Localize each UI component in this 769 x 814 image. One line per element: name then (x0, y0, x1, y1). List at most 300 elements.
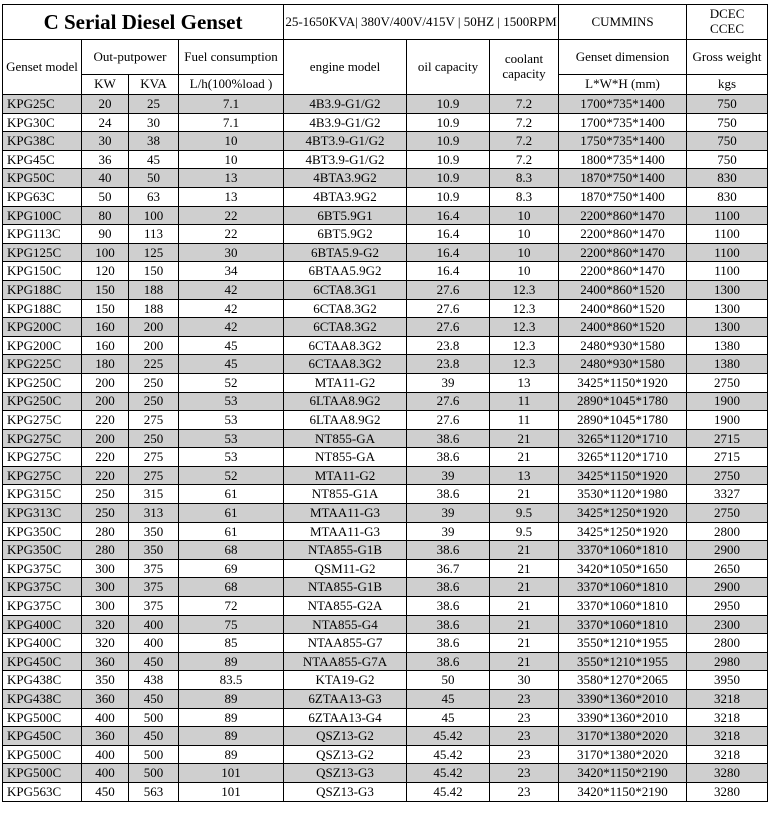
cell-genset-model: KPG500C (3, 764, 82, 783)
cell-fuel-consumption: 85 (179, 634, 284, 653)
cell-genset-dimension: 1700*735*1400 (559, 113, 687, 132)
cell-output-kw: 450 (82, 782, 129, 801)
cell-output-kw: 36 (82, 150, 129, 169)
cell-output-kw: 24 (82, 113, 129, 132)
cell-engine-model: 6ZTAA13-G3 (284, 690, 407, 709)
cell-output-kva: 438 (129, 671, 179, 690)
cell-engine-model: NTA855-G4 (284, 615, 407, 634)
cell-output-kva: 45 (129, 150, 179, 169)
cell-output-kw: 50 (82, 187, 129, 206)
cell-oil-capacity: 10.9 (407, 95, 490, 114)
cell-gross-weight: 2715 (687, 429, 768, 448)
cell-oil-capacity: 39 (407, 466, 490, 485)
cell-output-kw: 160 (82, 318, 129, 337)
cell-oil-capacity: 36.7 (407, 559, 490, 578)
cell-oil-capacity: 45 (407, 708, 490, 727)
cell-output-kva: 375 (129, 597, 179, 616)
cell-engine-model: QSM11-G2 (284, 559, 407, 578)
cell-coolant-capacity: 11 (490, 411, 559, 430)
cell-genset-model: KPG450C (3, 727, 82, 746)
cell-fuel-consumption: 45 (179, 336, 284, 355)
cell-output-kw: 80 (82, 206, 129, 225)
cell-output-kw: 350 (82, 671, 129, 690)
cell-coolant-capacity: 10 (490, 262, 559, 281)
cell-fuel-consumption: 13 (179, 169, 284, 188)
cell-genset-model: KPG315C (3, 485, 82, 504)
table-row (3, 504, 768, 523)
cell-oil-capacity: 27.6 (407, 392, 490, 411)
table-row (3, 522, 768, 541)
cell-fuel-consumption: 42 (179, 280, 284, 299)
table-row (3, 355, 768, 374)
cell-coolant-capacity: 9.5 (490, 504, 559, 523)
cell-engine-model: NTA855-G1B (284, 541, 407, 560)
cell-oil-capacity: 38.6 (407, 541, 490, 560)
table-row (3, 782, 768, 801)
cell-gross-weight: 750 (687, 132, 768, 151)
cell-genset-dimension: 3530*1120*1980 (559, 485, 687, 504)
cell-fuel-consumption: 61 (179, 504, 284, 523)
cell-gross-weight: 3218 (687, 690, 768, 709)
cell-fuel-consumption: 69 (179, 559, 284, 578)
cell-fuel-consumption: 22 (179, 206, 284, 225)
cell-engine-model: QSZ13-G2 (284, 745, 407, 764)
header-kva: KVA (129, 75, 179, 95)
cell-output-kw: 180 (82, 355, 129, 374)
cell-genset-dimension: 3580*1270*2065 (559, 671, 687, 690)
cell-output-kw: 320 (82, 634, 129, 653)
cell-genset-model: KPG188C (3, 280, 82, 299)
cell-fuel-consumption: 52 (179, 466, 284, 485)
cell-fuel-consumption: 68 (179, 541, 284, 560)
cell-gross-weight: 2750 (687, 504, 768, 523)
header-engine-model: engine model (284, 40, 407, 95)
cell-fuel-consumption: 34 (179, 262, 284, 281)
brand-codes (687, 5, 768, 40)
cell-genset-model: KPG275C (3, 466, 82, 485)
cell-oil-capacity: 10.9 (407, 113, 490, 132)
cell-genset-model: KPG500C (3, 745, 82, 764)
cell-gross-weight: 1100 (687, 243, 768, 262)
cell-oil-capacity: 38.6 (407, 448, 490, 467)
cell-gross-weight: 3218 (687, 708, 768, 727)
cell-genset-dimension: 3370*1060*1810 (559, 541, 687, 560)
cell-oil-capacity: 38.6 (407, 597, 490, 616)
cell-fuel-consumption: 7.1 (179, 113, 284, 132)
cell-fuel-consumption: 45 (179, 355, 284, 374)
cell-coolant-capacity: 13 (490, 466, 559, 485)
cell-oil-capacity: 27.6 (407, 318, 490, 337)
cell-output-kva: 250 (129, 373, 179, 392)
cell-fuel-consumption: 61 (179, 485, 284, 504)
cell-gross-weight: 3218 (687, 745, 768, 764)
cell-genset-dimension: 2480*930*1580 (559, 355, 687, 374)
cell-engine-model: 4BTA3.9G2 (284, 169, 407, 188)
cell-output-kva: 500 (129, 745, 179, 764)
cell-output-kw: 250 (82, 485, 129, 504)
table-row (3, 745, 768, 764)
cell-gross-weight: 2715 (687, 448, 768, 467)
cell-engine-model: NTAA855-G7 (284, 634, 407, 653)
table-row (3, 708, 768, 727)
table-row (3, 113, 768, 132)
cell-fuel-consumption: 42 (179, 318, 284, 337)
cell-oil-capacity: 38.6 (407, 429, 490, 448)
cell-oil-capacity: 38.6 (407, 485, 490, 504)
cell-oil-capacity: 45.42 (407, 727, 490, 746)
cell-coolant-capacity: 21 (490, 559, 559, 578)
cell-genset-dimension: 3425*1150*1920 (559, 373, 687, 392)
cell-genset-dimension: 2200*860*1470 (559, 225, 687, 244)
cell-engine-model: 6CTA8.3G2 (284, 318, 407, 337)
cell-oil-capacity: 45.42 (407, 745, 490, 764)
cell-engine-model: NTAA855-G7A (284, 652, 407, 671)
cell-gross-weight: 2900 (687, 541, 768, 560)
cell-fuel-consumption: 72 (179, 597, 284, 616)
cell-output-kw: 280 (82, 541, 129, 560)
cell-output-kva: 400 (129, 615, 179, 634)
cell-fuel-consumption: 53 (179, 429, 284, 448)
cell-genset-model: KPG563C (3, 782, 82, 801)
cell-coolant-capacity: 12.3 (490, 299, 559, 318)
cell-fuel-consumption: 68 (179, 578, 284, 597)
cell-genset-dimension: 3390*1360*2010 (559, 690, 687, 709)
cell-output-kw: 400 (82, 764, 129, 783)
cell-oil-capacity: 45.42 (407, 782, 490, 801)
cell-coolant-capacity: 9.5 (490, 522, 559, 541)
cell-output-kva: 563 (129, 782, 179, 801)
cell-gross-weight: 1100 (687, 225, 768, 244)
cell-output-kva: 450 (129, 727, 179, 746)
cell-engine-model: 6BT5.9G1 (284, 206, 407, 225)
cell-genset-dimension: 3370*1060*1810 (559, 597, 687, 616)
cell-genset-dimension: 2890*1045*1780 (559, 411, 687, 430)
cell-genset-model: KPG45C (3, 150, 82, 169)
cell-gross-weight: 2800 (687, 634, 768, 653)
cell-coolant-capacity: 12.3 (490, 318, 559, 337)
cell-output-kva: 315 (129, 485, 179, 504)
table-row (3, 318, 768, 337)
cell-oil-capacity: 27.6 (407, 411, 490, 430)
cell-genset-dimension: 3170*1380*2020 (559, 745, 687, 764)
header-gross-weight: Gross weight (687, 40, 768, 75)
cell-engine-model: 6CTAA8.3G2 (284, 336, 407, 355)
cell-coolant-capacity: 21 (490, 578, 559, 597)
cell-coolant-capacity: 21 (490, 429, 559, 448)
table-row (3, 373, 768, 392)
cell-coolant-capacity: 21 (490, 448, 559, 467)
cell-engine-model: NT855-G1A (284, 485, 407, 504)
cell-output-kva: 450 (129, 690, 179, 709)
cell-gross-weight: 1380 (687, 355, 768, 374)
table-row (3, 485, 768, 504)
cell-gross-weight: 2950 (687, 597, 768, 616)
cell-engine-model: NT855-GA (284, 448, 407, 467)
cell-output-kva: 350 (129, 541, 179, 560)
cell-genset-dimension: 3265*1120*1710 (559, 448, 687, 467)
cell-oil-capacity: 38.6 (407, 578, 490, 597)
cell-genset-dimension: 3265*1120*1710 (559, 429, 687, 448)
sheet-title: C Serial Diesel Genset (3, 5, 284, 40)
cell-coolant-capacity: 10 (490, 225, 559, 244)
cell-genset-dimension: 3425*1250*1920 (559, 504, 687, 523)
cell-genset-model: KPG100C (3, 206, 82, 225)
cell-oil-capacity: 39 (407, 522, 490, 541)
header-output-power: Out-putpower (82, 40, 179, 75)
cell-fuel-consumption: 101 (179, 782, 284, 801)
cell-engine-model: MTA11-G2 (284, 373, 407, 392)
cell-gross-weight: 3327 (687, 485, 768, 504)
cell-genset-model: KPG50C (3, 169, 82, 188)
cell-output-kw: 220 (82, 466, 129, 485)
cell-output-kw: 200 (82, 429, 129, 448)
table-body (3, 95, 768, 802)
title-row (3, 5, 768, 40)
cell-genset-dimension: 3390*1360*2010 (559, 708, 687, 727)
cell-output-kva: 275 (129, 466, 179, 485)
cell-output-kva: 200 (129, 318, 179, 337)
cell-fuel-consumption: 52 (179, 373, 284, 392)
cell-gross-weight: 2750 (687, 373, 768, 392)
table-row (3, 411, 768, 430)
table-row (3, 299, 768, 318)
cell-engine-model: 6CTAA8.3G2 (284, 355, 407, 374)
cell-engine-model: QSZ13-G2 (284, 727, 407, 746)
cell-genset-model: KPG30C (3, 113, 82, 132)
cell-coolant-capacity: 21 (490, 485, 559, 504)
cell-output-kw: 400 (82, 708, 129, 727)
table-row (3, 764, 768, 783)
cell-gross-weight: 750 (687, 150, 768, 169)
cell-genset-model: KPG375C (3, 597, 82, 616)
cell-engine-model: NTA855-G1B (284, 578, 407, 597)
cell-gross-weight: 1380 (687, 336, 768, 355)
table-row (3, 652, 768, 671)
cell-genset-model: KPG500C (3, 708, 82, 727)
cell-genset-dimension: 2400*860*1520 (559, 318, 687, 337)
cell-engine-model: MTAA11-G3 (284, 504, 407, 523)
cell-output-kva: 188 (129, 299, 179, 318)
cell-oil-capacity: 38.6 (407, 634, 490, 653)
cell-genset-model: KPG63C (3, 187, 82, 206)
table-row (3, 448, 768, 467)
cell-output-kw: 300 (82, 597, 129, 616)
cell-genset-dimension: 3370*1060*1810 (559, 578, 687, 597)
cell-genset-model: KPG375C (3, 578, 82, 597)
table-row (3, 727, 768, 746)
cell-genset-model: KPG275C (3, 448, 82, 467)
cell-genset-dimension: 1870*750*1400 (559, 187, 687, 206)
cell-engine-model: NT855-GA (284, 429, 407, 448)
cell-fuel-consumption: 101 (179, 764, 284, 783)
cell-output-kw: 150 (82, 280, 129, 299)
table-row (3, 615, 768, 634)
cell-coolant-capacity: 11 (490, 392, 559, 411)
cell-oil-capacity: 27.6 (407, 280, 490, 299)
table-row (3, 690, 768, 709)
cell-genset-dimension: 2890*1045*1780 (559, 392, 687, 411)
cell-output-kw: 220 (82, 448, 129, 467)
cell-engine-model: 6BTA5.9-G2 (284, 243, 407, 262)
genset-spec-table (2, 4, 768, 802)
table-row (3, 169, 768, 188)
cell-output-kva: 100 (129, 206, 179, 225)
table-row (3, 262, 768, 281)
cell-coolant-capacity: 23 (490, 745, 559, 764)
cell-coolant-capacity: 7.2 (490, 113, 559, 132)
cell-gross-weight: 1100 (687, 262, 768, 281)
cell-engine-model: 6LTAA8.9G2 (284, 392, 407, 411)
cell-fuel-consumption: 89 (179, 727, 284, 746)
cell-coolant-capacity: 21 (490, 634, 559, 653)
table-row (3, 597, 768, 616)
table-row (3, 206, 768, 225)
table-row (3, 429, 768, 448)
cell-genset-dimension: 2480*930*1580 (559, 336, 687, 355)
cell-genset-dimension: 3550*1210*1955 (559, 634, 687, 653)
cell-output-kva: 400 (129, 634, 179, 653)
cell-output-kw: 40 (82, 169, 129, 188)
cell-oil-capacity: 23.8 (407, 355, 490, 374)
cell-genset-dimension: 2400*860*1520 (559, 280, 687, 299)
header-fuel-unit: L/h(100%load ) (179, 75, 284, 95)
cell-output-kva: 500 (129, 764, 179, 783)
cell-output-kw: 200 (82, 373, 129, 392)
table-row (3, 392, 768, 411)
cell-genset-model: KPG25C (3, 95, 82, 114)
cell-output-kva: 25 (129, 95, 179, 114)
cell-output-kw: 120 (82, 262, 129, 281)
header-oil-capacity: oil capacity (407, 40, 490, 95)
cell-output-kva: 375 (129, 578, 179, 597)
table-row (3, 634, 768, 653)
cell-output-kw: 360 (82, 727, 129, 746)
cell-fuel-consumption: 10 (179, 150, 284, 169)
cell-output-kva: 150 (129, 262, 179, 281)
cell-oil-capacity: 10.9 (407, 169, 490, 188)
header-dimension-unit: L*W*H (mm) (559, 75, 687, 95)
brand-code-dcec: DCEC (709, 6, 745, 22)
cell-genset-model: KPG350C (3, 541, 82, 560)
cell-coolant-capacity: 8.3 (490, 187, 559, 206)
cell-oil-capacity: 27.6 (407, 299, 490, 318)
cell-output-kva: 275 (129, 448, 179, 467)
cell-coolant-capacity: 8.3 (490, 169, 559, 188)
cell-output-kw: 300 (82, 559, 129, 578)
cell-output-kw: 90 (82, 225, 129, 244)
cell-fuel-consumption: 89 (179, 708, 284, 727)
cell-output-kva: 38 (129, 132, 179, 151)
cell-genset-model: KPG200C (3, 318, 82, 337)
cell-gross-weight: 2800 (687, 522, 768, 541)
cell-engine-model: MTA11-G2 (284, 466, 407, 485)
cell-output-kw: 250 (82, 504, 129, 523)
cell-coolant-capacity: 12.3 (490, 336, 559, 355)
cell-gross-weight: 2300 (687, 615, 768, 634)
cell-gross-weight: 830 (687, 187, 768, 206)
cell-engine-model: KTA19-G2 (284, 671, 407, 690)
cell-gross-weight: 3280 (687, 782, 768, 801)
cell-coolant-capacity: 21 (490, 615, 559, 634)
cell-coolant-capacity: 10 (490, 206, 559, 225)
cell-coolant-capacity: 7.2 (490, 150, 559, 169)
cell-engine-model: 6CTA8.3G1 (284, 280, 407, 299)
cell-fuel-consumption: 30 (179, 243, 284, 262)
cell-fuel-consumption: 61 (179, 522, 284, 541)
cell-oil-capacity: 16.4 (407, 243, 490, 262)
cell-engine-model: 4BT3.9-G1/G2 (284, 150, 407, 169)
cell-output-kva: 500 (129, 708, 179, 727)
table-row (3, 280, 768, 299)
cell-coolant-capacity: 23 (490, 782, 559, 801)
cell-gross-weight: 1300 (687, 299, 768, 318)
cell-output-kw: 100 (82, 243, 129, 262)
cell-engine-model: 6CTA8.3G2 (284, 299, 407, 318)
cell-output-kva: 350 (129, 522, 179, 541)
cell-genset-model: KPG250C (3, 392, 82, 411)
cell-gross-weight: 3950 (687, 671, 768, 690)
cell-genset-model: KPG438C (3, 671, 82, 690)
cell-coolant-capacity: 7.2 (490, 95, 559, 114)
cell-genset-dimension: 3550*1210*1955 (559, 652, 687, 671)
cell-genset-dimension: 3425*1250*1920 (559, 522, 687, 541)
cell-genset-dimension: 1700*735*1400 (559, 95, 687, 114)
cell-gross-weight: 1100 (687, 206, 768, 225)
cell-engine-model: QSZ13-G3 (284, 782, 407, 801)
cell-oil-capacity: 45.42 (407, 764, 490, 783)
cell-engine-model: 6LTAA8.9G2 (284, 411, 407, 430)
cell-output-kva: 450 (129, 652, 179, 671)
cell-output-kw: 360 (82, 652, 129, 671)
cell-coolant-capacity: 23 (490, 727, 559, 746)
cell-gross-weight: 3280 (687, 764, 768, 783)
cell-genset-model: KPG125C (3, 243, 82, 262)
rating-spec: 25-1650KVA| 380V/400V/415V | 50HZ | 1500RPM (284, 5, 559, 40)
cell-output-kw: 360 (82, 690, 129, 709)
cell-fuel-consumption: 42 (179, 299, 284, 318)
cell-genset-model: KPG38C (3, 132, 82, 151)
cell-coolant-capacity: 13 (490, 373, 559, 392)
table-row (3, 187, 768, 206)
cell-output-kw: 400 (82, 745, 129, 764)
cell-genset-dimension: 3370*1060*1810 (559, 615, 687, 634)
table-row (3, 336, 768, 355)
cell-output-kva: 63 (129, 187, 179, 206)
cell-oil-capacity: 16.4 (407, 262, 490, 281)
cell-engine-model: 4B3.9-G1/G2 (284, 113, 407, 132)
cell-coolant-capacity: 12.3 (490, 355, 559, 374)
cell-genset-model: KPG200C (3, 336, 82, 355)
cell-gross-weight: 830 (687, 169, 768, 188)
cell-genset-dimension: 3420*1050*1650 (559, 559, 687, 578)
cell-output-kw: 300 (82, 578, 129, 597)
cell-gross-weight: 750 (687, 95, 768, 114)
cell-genset-model: KPG313C (3, 504, 82, 523)
header-fuel-consumption: Fuel consumption (179, 40, 284, 75)
cell-gross-weight: 2980 (687, 652, 768, 671)
cell-engine-model: 6BT5.9G2 (284, 225, 407, 244)
cell-coolant-capacity: 10 (490, 243, 559, 262)
cell-genset-model: KPG150C (3, 262, 82, 281)
cell-genset-dimension: 1750*735*1400 (559, 132, 687, 151)
table-row (3, 95, 768, 114)
cell-gross-weight: 750 (687, 113, 768, 132)
cell-oil-capacity: 10.9 (407, 187, 490, 206)
cell-oil-capacity: 23.8 (407, 336, 490, 355)
table-row (3, 671, 768, 690)
header-row-1 (3, 40, 768, 75)
cell-genset-dimension: 3170*1380*2020 (559, 727, 687, 746)
